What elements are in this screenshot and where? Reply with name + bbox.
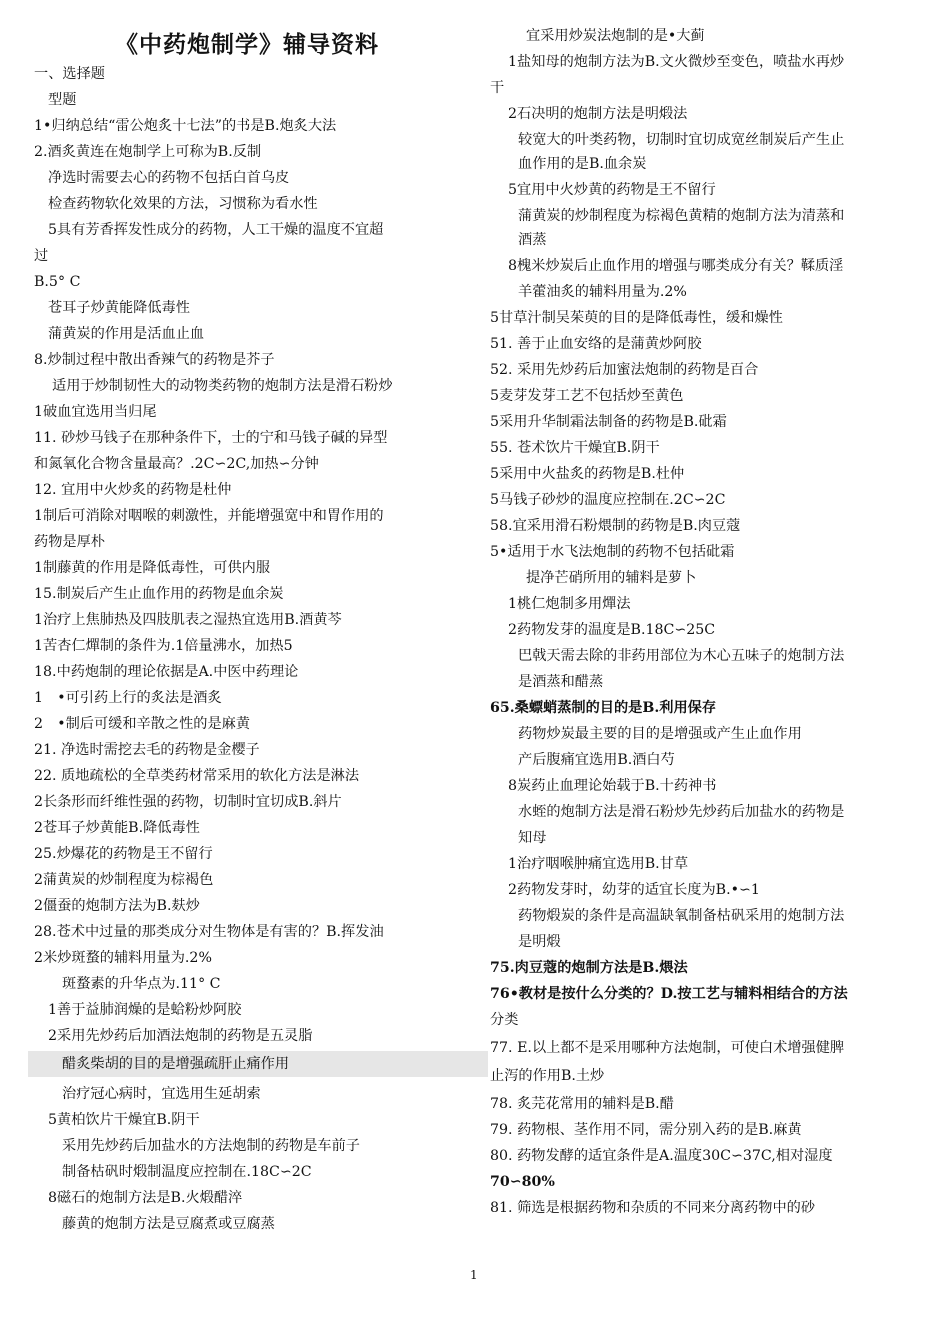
- right-text-line: 知母: [518, 830, 547, 846]
- right-text-line: 2药物发芽的温度是B.18C∽25C: [508, 622, 716, 638]
- left-text-line: B.5° C: [34, 274, 81, 290]
- right-text-line: 5麦芽发芽工艺不包括炒至黄色: [490, 388, 684, 404]
- right-text-line: 药物炒炭最主要的目的是增强或产生止血作用: [518, 726, 802, 742]
- right-text-line: 宜采用炒炭法炮制的是•大蓟: [526, 28, 705, 44]
- right-text-line: 干: [490, 80, 505, 96]
- left-text-line: 1善于益肺润燥的是蛤粉炒阿胶: [48, 1002, 242, 1018]
- right-text-line: 提净芒硝所用的辅料是萝卜: [526, 570, 697, 586]
- left-text-line: 5黄柏饮片干燥宜B.阴干: [48, 1112, 200, 1128]
- right-text-line: 蒲黄炭的炒制程度为棕褐色黄精的炮制方法为清蒸和: [518, 208, 845, 224]
- left-text-line: 1 •可引药上行的炙法是酒炙: [34, 690, 222, 706]
- left-text-line: 净选时需要去心的药物不包括白首乌皮: [48, 170, 290, 186]
- left-text-line: 醋炙柴胡的目的是增强疏肝止痛作用: [28, 1051, 488, 1077]
- left-text-line: 型题: [48, 92, 77, 108]
- right-text-line: 止泻的作用B.土炒: [490, 1068, 605, 1084]
- right-text-line: 1盐知母的炮制方法为B.文火微炒至变色，喷盐水再炒: [508, 54, 845, 70]
- right-text-line: 8炭药止血理论始载于B.十药神书: [508, 778, 717, 794]
- right-text-line: 酒蒸: [518, 232, 547, 248]
- right-text-line: 1治疗咽喉肿痛宜选用B.甘草: [508, 856, 689, 872]
- left-text-line: 和氮氧化合物含量最高？.2C∽2C,加热∽分钟: [34, 456, 319, 472]
- right-text-line: 5甘草汁制吴茱萸的目的是降低毒性，缓和燥性: [490, 310, 783, 326]
- right-text-line: 51. 善于止血安络的是蒲黄炒阿胶: [490, 336, 702, 352]
- left-text-line: 苍耳子炒黄能降低毒性: [48, 300, 190, 316]
- left-text-line: 28.苍术中过量的那类成分对生物体是有害的？B.挥发油: [34, 924, 384, 940]
- left-text-line: 2采用先炒药后加酒法炮制的药物是五灵脂: [48, 1028, 313, 1044]
- right-text-line: 5•适用于水飞法炮制的药物不包括砒霜: [490, 544, 735, 560]
- left-text-line: 8.炒制过程中散出香辣气的药物是芥子: [34, 352, 275, 368]
- right-text-line: 81. 筛选是根据药物和杂质的不同来分离药物中的砂: [490, 1200, 816, 1216]
- right-text-line: 2石决明的炮制方法是明煅法: [508, 106, 688, 122]
- left-text-line: 适用于炒制韧性大的动物类药物的炮制方法是滑石粉炒: [52, 378, 393, 394]
- right-text-line: 77. E.以上都不是采用哪种方法炮制，可使白术增强健脾: [490, 1040, 845, 1056]
- right-text-line: 5采用升华制霜法制备的药物是B.砒霜: [490, 414, 727, 430]
- left-text-line: 2长条形而纤维性强的药物，切制时宜切成B.斜片: [34, 794, 342, 810]
- left-text-line: 藤黄的炮制方法是豆腐煮或豆腐蒸: [62, 1216, 275, 1232]
- right-text-line: 较宽大的叶类药物，切制时宜切成宽丝制炭后产生止: [518, 132, 845, 148]
- right-text-line: 药物煅炭的条件是高温缺氧制备枯矾采用的炮制方法: [518, 908, 845, 924]
- left-text-line: 2.酒炙黄连在炮制学上可称为B.反制: [34, 144, 262, 160]
- left-text-line: 22. 质地疏松的全草类药材常采用的软化方法是淋法: [34, 768, 360, 784]
- left-text-line: 2 •制后可缓和辛散之性的是麻黄: [34, 716, 251, 732]
- right-text-line: 巴戟天需去除的非药用部位为木心五味子的炮制方法: [518, 648, 845, 664]
- right-text-line: 76•教材是按什么分类的？D.按工艺与辅料相结合的方法: [490, 986, 848, 1002]
- right-text-line: 水蛭的炮制方法是滑石粉炒先炒药后加盐水的药物是: [518, 804, 845, 820]
- right-text-line: 52. 采用先炒药后加蜜法炮制的药物是百合: [490, 362, 759, 378]
- left-text-line: 18.中药炮制的理论依据是A.中医中药理论: [34, 664, 299, 680]
- left-text-line: 采用先炒药后加盐水的方法炮制的药物是车前子: [62, 1138, 360, 1154]
- left-text-line: 1•归纳总结“雷公炮炙十七法”的书是B.炮炙大法: [34, 118, 337, 134]
- right-text-line: 55. 苍术饮片干燥宜B.阴干: [490, 440, 660, 456]
- left-text-line: 1破血宜选用当归尾: [34, 404, 157, 420]
- left-text-line: 1苦杏仁燀制的条件为.1倍量沸水，加热5: [34, 638, 293, 654]
- right-text-line: 产后腹痛宜选用B.酒白芍: [518, 752, 675, 768]
- right-text-line: 分类: [490, 1012, 519, 1028]
- right-text-line: 78. 炙芫花常用的辅料是B.醋: [490, 1096, 674, 1112]
- right-text-line: 70∽80%: [490, 1174, 555, 1190]
- left-text-line: 12. 宜用中火炒炙的药物是杜仲: [34, 482, 232, 498]
- right-text-line: 2药物发芽时，幼芽的适宜长度为B.•∽1: [508, 882, 760, 898]
- left-text-line: 一、选择题: [34, 66, 105, 82]
- left-text-line: 药物是厚朴: [34, 534, 105, 550]
- left-text-line: 2蒲黄炭的炒制程度为棕褐色: [34, 872, 214, 888]
- left-text-line: 1治疗上焦肺热及四肢肌表之湿热宜选用B.酒黄芩: [34, 612, 342, 628]
- left-text-line: 1制藤黄的作用是降低毒性，可供内服: [34, 560, 271, 576]
- page-number: 1: [470, 1268, 478, 1282]
- right-text-line: 5马钱子砂炒的温度应控制在.2C∽2C: [490, 492, 726, 508]
- left-text-line: 11. 砂炒马钱子在那种条件下，士的宁和马钱子碱的异型: [34, 430, 388, 446]
- left-text-line: 过: [34, 248, 49, 264]
- left-text-line: 2米炒斑蝥的辅料用量为.2%: [34, 950, 212, 966]
- right-text-line: 8槐米炒炭后止血作用的增强与哪类成分有关？鞣质淫: [508, 258, 844, 274]
- right-text-line: 79. 药物根、茎作用不同，需分别入药的是B.麻黄: [490, 1122, 802, 1138]
- document-title: 《中药炮制学》辅导资料: [115, 32, 379, 58]
- left-text-line: 2苍耳子炒黄能B.降低毒性: [34, 820, 200, 836]
- left-text-line: 21. 净选时需挖去毛的药物是金樱子: [34, 742, 260, 758]
- right-text-line: 75.肉豆蔻的炮制方法是B.煨法: [490, 960, 688, 976]
- right-text-line: 血作用的是B.血余炭: [518, 156, 647, 172]
- right-text-line: 羊藿油炙的辅料用量为.2%: [518, 284, 687, 300]
- right-text-line: 1桃仁炮制多用燀法: [508, 596, 631, 612]
- right-text-line: 是明煅: [518, 934, 561, 950]
- right-text-line: 65.桑螵蛸蒸制的目的是B.利用保存: [490, 700, 717, 716]
- left-text-line: 斑蝥素的升华点为.11° C: [62, 976, 221, 992]
- left-text-line: 检查药物软化效果的方法，习惯称为看水性: [48, 196, 318, 212]
- left-text-line: 制备枯矾时煅制温度应控制在.18C∽2C: [62, 1164, 312, 1180]
- right-text-line: 是酒蒸和醋蒸: [518, 674, 604, 690]
- right-text-line: 5采用中火盐炙的药物是B.杜仲: [490, 466, 685, 482]
- right-text-line: 5宜用中火炒黄的药物是王不留行: [508, 182, 716, 198]
- left-text-line: 治疗冠心病时，宜选用生延胡索: [62, 1086, 261, 1102]
- left-text-line: 5具有芳香挥发性成分的药物，人工干燥的温度不宜超: [48, 222, 384, 238]
- left-text-line: 蒲黄炭的作用是活血止血: [48, 326, 205, 342]
- right-text-line: 58.宜采用滑石粉煨制的药物是B.肉豆蔻: [490, 518, 741, 534]
- left-text-line: 1制后可消除对咽喉的刺激性，并能增强宽中和胃作用的: [34, 508, 384, 524]
- left-text-line: 25.炒爆花的药物是王不留行: [34, 846, 213, 862]
- left-text-line: 8磁石的炮制方法是B.火煅醋淬: [48, 1190, 243, 1206]
- left-text-line: 2僵蚕的炮制方法为B.麸炒: [34, 898, 200, 914]
- right-text-line: 80. 药物发酵的适宜条件是A.温度30C∽37C,相对湿度: [490, 1148, 833, 1164]
- left-text-line: 15.制炭后产生止血作用的药物是血余炭: [34, 586, 284, 602]
